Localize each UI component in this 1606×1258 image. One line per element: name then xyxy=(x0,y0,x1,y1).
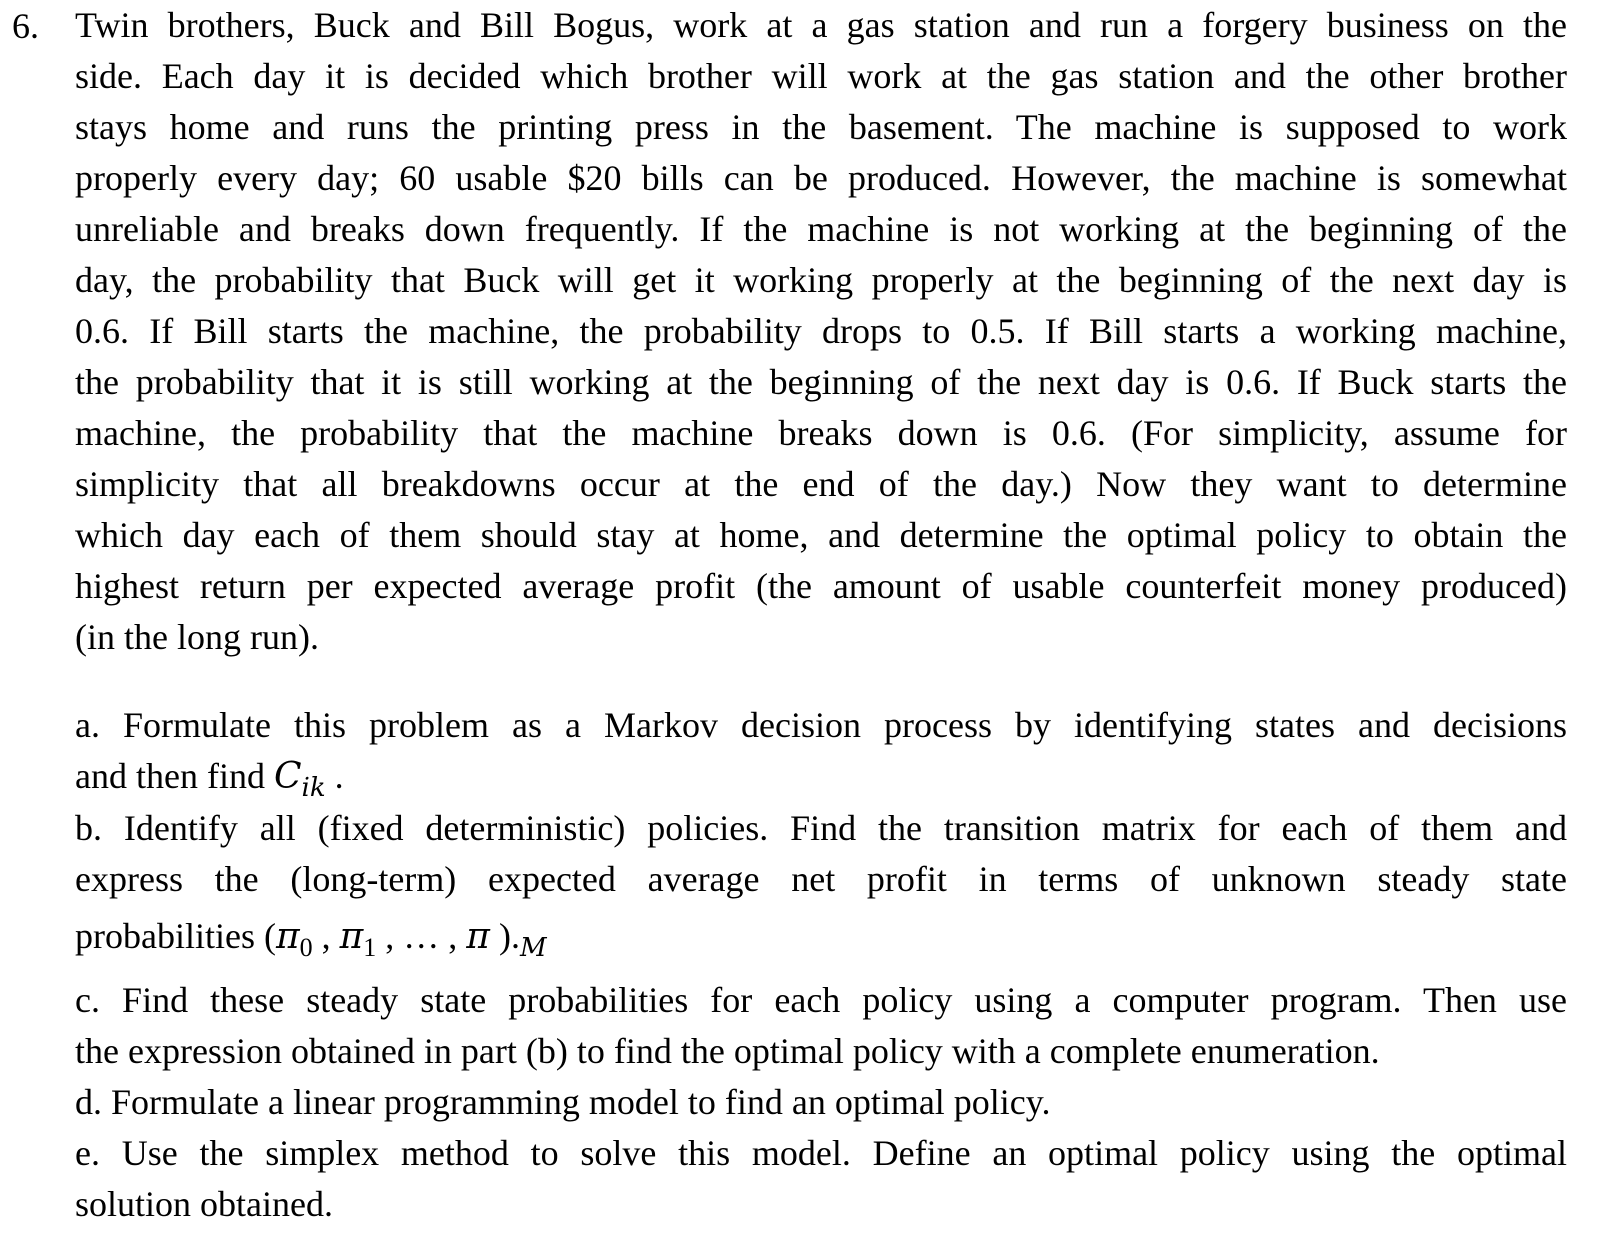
statement-line: unreliable and breaks down frequently. If the machine is not working at the beginning of the xyxy=(75,209,1567,249)
statement-line: machine, the probability that the machine breaks down is 0.6. (For simplicity, assume for xyxy=(75,413,1567,453)
pi-m xyxy=(466,916,490,957)
part-c-line: c. Find these steady state probabilities for each policy using a computer program. Then use xyxy=(75,980,1567,1020)
pi-subscript: 0 xyxy=(299,933,313,962)
pi-subscript: 1 xyxy=(363,933,377,962)
part-a-line: a. Formulate this problem as a Markov decision process by identifying states and decisions xyxy=(75,705,1567,745)
pi-symbol: π xyxy=(339,916,364,957)
part-e-line: e. Use the simplex method to solve this model. Define an optimal policy using the optimal xyxy=(75,1133,1567,1173)
part-a-line xyxy=(75,751,1567,803)
pi-symbol: π xyxy=(275,916,300,957)
part-a-suffix: . xyxy=(325,756,344,796)
statement-line: (in the long run). xyxy=(75,617,319,657)
statement-line: simplicity that all breakdowns occur at the end of the day.) Now they want to determine xyxy=(75,464,1567,504)
part-b-line: b. Identify all (fixed deterministic) policies. Find the transition matrix for each of them and xyxy=(75,808,1567,848)
part-b-line: express the (long-term) expected average net profit in terms of unknown steady state xyxy=(75,859,1567,899)
cost-symbol-subscript: ik xyxy=(301,773,326,803)
statement-line: stays home and runs the printing press in the basement. The machine is supposed to work xyxy=(75,107,1567,147)
problem-statement xyxy=(75,0,1567,663)
statement-line: the probability that it is still working at the beginning of the next day is 0.6. If Buck starts the xyxy=(75,362,1567,402)
statement-line: day, the probability that Buck will get it working properly at the beginning of the next day is xyxy=(75,260,1567,300)
cost-symbol xyxy=(273,756,326,803)
problem-number: 6. xyxy=(12,6,39,46)
part-b-line xyxy=(75,911,1567,967)
statement-line: 0.6. If Bill starts the machine, the probability drops to 0.5. If Bill starts a working machine, xyxy=(75,311,1567,351)
statement-line: Twin brothers, Buck and Bill Bogus, work at a gas station and run a forgery business on the xyxy=(75,5,1567,45)
part-d-line: d. Formulate a linear programming model to find an optimal policy. xyxy=(75,1082,1051,1122)
part-e-line: solution obtained. xyxy=(75,1184,333,1224)
pi-symbol: π xyxy=(466,916,490,957)
statement-line: highest return per expected average profit (the amount of usable counterfeit money produced) xyxy=(75,566,1567,606)
statement-line: properly every day; 60 usable $20 bills can be produced. However, the machine is somewhat xyxy=(75,158,1567,198)
statement-line: which day each of them should stay at home, and determine the optimal policy to obtain the xyxy=(75,515,1567,555)
pi-1 xyxy=(339,916,377,962)
closing-paren: ). xyxy=(489,916,520,956)
part-a-text: and then find xyxy=(75,756,265,796)
separator: , … , xyxy=(376,916,467,956)
subquestions xyxy=(75,700,1567,1230)
statement-line: side. Each day it is decided which brother will work at the gas station and the other brother xyxy=(75,56,1567,96)
pi-0 xyxy=(275,916,313,962)
pi-subscript-m: M xyxy=(519,933,547,963)
part-c-line: the expression obtained in part (b) to find the optimal policy with a complete enumeration. xyxy=(75,1031,1380,1071)
separator: , xyxy=(312,916,340,956)
cost-symbol-letter: C xyxy=(273,756,302,797)
part-b-text: probabilities ( xyxy=(75,916,276,956)
